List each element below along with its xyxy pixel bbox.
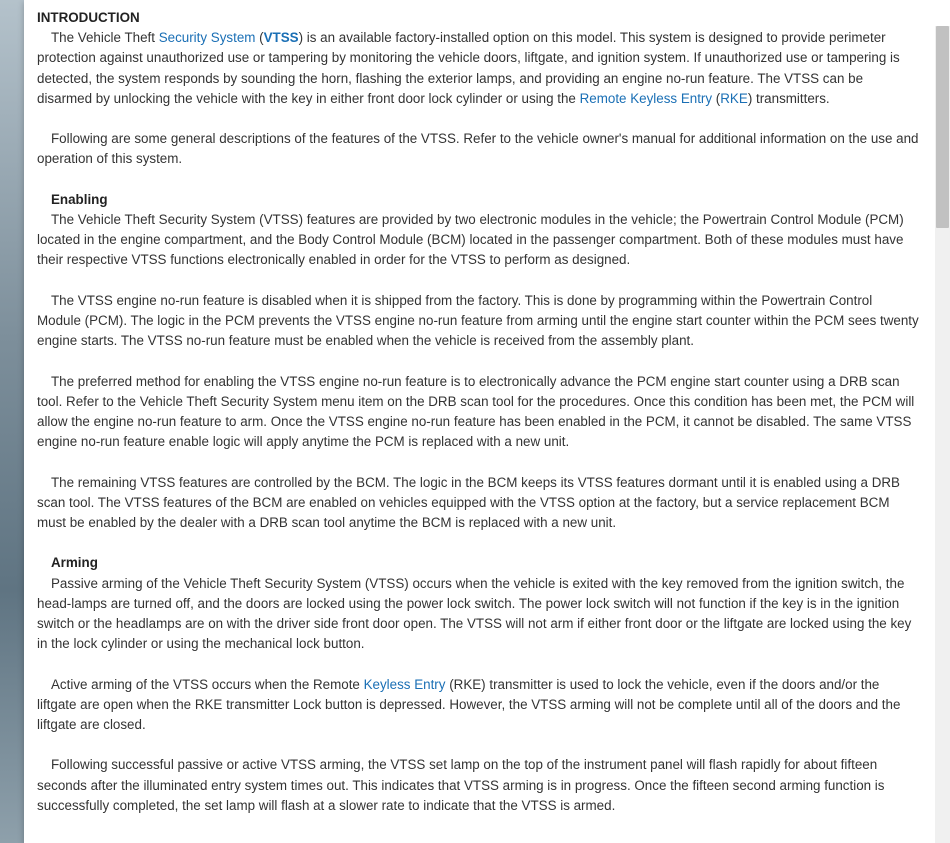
vertical-scrollbar[interactable] (935, 26, 950, 843)
enabling-paragraph-1: The Vehicle Theft Security System (VTSS) features are provided by two electronic modules in the vehicle; the Powertrain Control Module (PCM) located in the engine compartment, and the Body Control Module (BCM) located in the passenger compartment. Both of these modules must have their respective VTSS functions electronically enabled in order for the VTSS to perform as designed. (37, 212, 904, 268)
arming-paragraph-2: Active arming of the VTSS occurs when the Remote Keyless Entry (RKE) transmitter is used to lock the vehicle, even if the doors and/or the liftgate are open when the RKE transmitter Lock button is depressed. However, the VTSS arming will not be complete until all of the doors and the liftgate are closed. (37, 676, 901, 732)
link-remote-keyless-entry[interactable]: Remote Keyless Entry (579, 90, 713, 106)
link-rke[interactable]: RKE (720, 90, 748, 106)
enabling-paragraph-2: The VTSS engine no-run feature is disabled when it is shipped from the factory. This is done by programming within the Powertrain Control Module (PCM). The logic in the PCM prevents the VTSS engine no-run feature from arming until the engine start counter within the PCM sees twenty engine starts. The VTSS no-run feature must be enabled when the vehicle is received from the assembly plant. (37, 292, 919, 349)
link-keyless-entry[interactable]: Keyless Entry (363, 676, 446, 692)
intro-paragraph-1: The Vehicle Theft Security System (VTSS) is an available factory-installed option on this model. This system is designed to provide perimeter protection against unauthorized use or tampering by monitoring the vehicle doors, liftgate, and ignition system. If unauthorized use or tampering is detected, the system responds by sounding the horn, flashing the exterior lamps, and providing an engine no-run feature. The VTSS can be disarmed by unlocking the vehicle with the key in either front door lock cylinder or using the Remote Keyless Entry (RKE) transmitters. (37, 30, 900, 106)
subheading-arming: Arming (51, 555, 98, 571)
link-security-system[interactable]: Security System (158, 30, 256, 46)
document-content (37, 8, 919, 816)
background-window-strip (0, 0, 24, 843)
link-vtss[interactable]: VTSS (263, 30, 299, 46)
arming-paragraph-3: Following successful passive or active VTSS arming, the VTSS set lamp on the top of the instrument panel will flash rapidly for about fifteen seconds after the illuminated entry system times out. This indicates that VTSS arming is in progress. Once the fifteen second arming function is successfully completed, the set lamp will flash at a slower rate to indicate that the VTSS is armed. (37, 757, 885, 813)
arming-paragraph-1: Passive arming of the Vehicle Theft Security System (VTSS) occurs when the vehicle is exited with the key removed from the ignition switch, the head-lamps are turned off, and the doors are locked using the power lock switch. The power lock switch will not function if the key is in the ignition switch or the headlamps are on with the driver side front door open. The VTSS will not arm if either front door or the liftgate are locked using the key in the lock cylinder or using the mechanical lock button. (37, 575, 912, 652)
enabling-paragraph-3: The preferred method for enabling the VTSS engine no-run feature is to electronically advance the PCM engine start counter using a DRB scan tool. Refer to the Vehicle Theft Security System menu item on the DRB scan tool for the procedures. Once this condition has been met, the PCM will allow the engine no-run feature to arm. Once the VTSS engine no-run feature has been enabled in the PCM, it cannot be disabled. The same VTSS engine no-run feature enable logic will apply anytime the PCM is replaced with a new unit. (37, 373, 915, 450)
intro-paragraph-2: Following are some general descriptions of the features of the VTSS. Refer to the vehicle owner's manual for additional information on the use and operation of this system. (37, 131, 919, 167)
enabling-paragraph-4: The remaining VTSS features are controlled by the BCM. The logic in the BCM keeps its VTSS features dormant until it is enabled using a DRB scan tool. The VTSS features of the BCM are enabled on vehicles equipped with the VTSS option at the factory, but a service replacement BCM must be enabled by the dealer with a DRB scan tool anytime the BCM is replaced with a new unit. (37, 474, 900, 530)
scrollbar-thumb[interactable] (936, 26, 949, 228)
document-panel (24, 0, 950, 843)
subheading-enabling: Enabling (51, 191, 108, 207)
section-title-introduction: INTRODUCTION (37, 10, 140, 25)
